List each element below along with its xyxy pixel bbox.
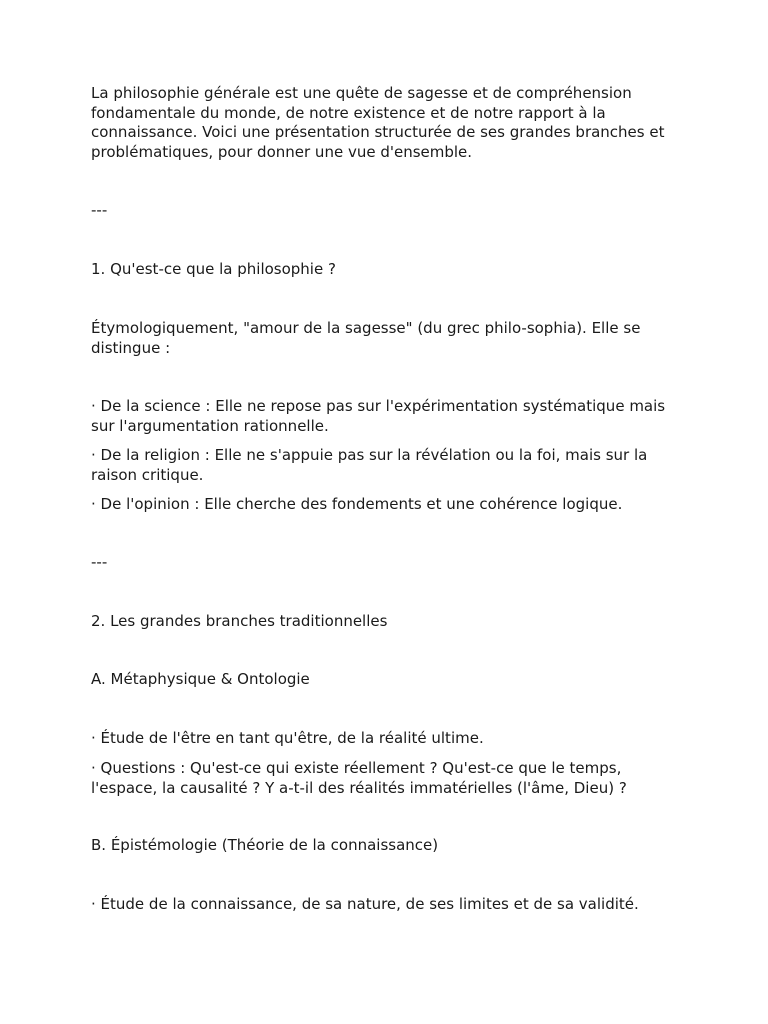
separator: --- <box>91 553 108 571</box>
list-item: · Étude de la connaissance, de sa nature, de ses limites et de sa validité. <box>91 895 639 913</box>
intro-paragraph: La philosophie générale est une quête de sagesse et de compréhension fondamentale du monde, de notre existence et de notre rapport à la connaissance. Voici une présentation structurée de ses grandes branches et problématiques, pour donner une vue d'ensemble. <box>91 84 665 161</box>
section-1-heading: 1. Qu'est-ce que la philosophie ? <box>91 260 336 278</box>
subsection-b-heading: B. Épistémologie (Théorie de la connaissance) <box>91 836 439 854</box>
list-item: · De l'opinion : Elle cherche des fondements et une cohérence logique. <box>91 495 623 513</box>
list-item: · De la science : Elle ne repose pas sur l'expérimentation systématique mais sur l'argumentation rationnelle. <box>91 397 666 435</box>
subsection-a-heading: A. Métaphysique & Ontologie <box>91 670 310 688</box>
section-1-paragraph: Étymologiquement, "amour de la sagesse" (du grec philo-sophia). Elle se distingue : <box>91 319 641 357</box>
section-2-heading: 2. Les grandes branches traditionnelles <box>91 612 388 630</box>
list-item: · Étude de l'être en tant qu'être, de la réalité ultime. <box>91 729 484 747</box>
list-item: · Questions : Qu'est-ce qui existe réellement ? Qu'est-ce que le temps, l'espace, la causalité ? Y a-t-il des réalités immatérielles (l'âme, Dieu) ? <box>91 759 627 797</box>
separator: --- <box>91 201 108 219</box>
list-item: · De la religion : Elle ne s'appuie pas sur la révélation ou la foi, mais sur la raison critique. <box>91 446 648 484</box>
